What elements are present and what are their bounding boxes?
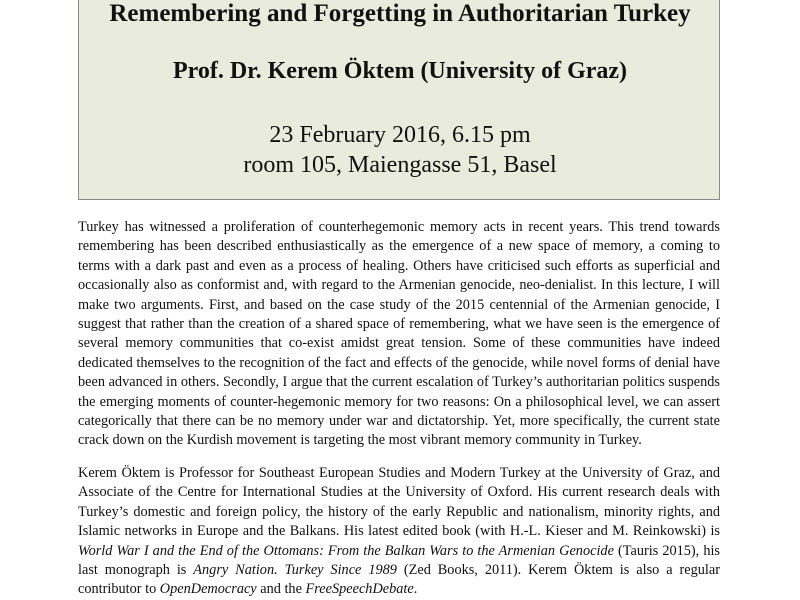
bio-text-1: Kerem Öktem is Professor for Southeast European Studies and Modern Turkey at the University of Graz, and Associate of the Centre for International Studies at the University of Oxford. His current research deals with Turkey’s domestic and foreign policy, the history of the early Republic and nationalism, minority rights, and Islamic networks in Europe and the Balkans. His latest edited book (with H.-L. Kieser and M. Reinkowski) is: [78, 465, 720, 540]
speaker-name: Prof. Dr. Kerem Öktem (University of Graz): [172, 58, 628, 84]
bio-text-3: (Zed Books, 2011). Kerem Öktem is also a regular contributor to: [78, 562, 720, 598]
bio-text-2: (Tauris 2015), his last monograph is: [78, 542, 721, 579]
bio-text-5: .: [413, 581, 418, 598]
speaker-bio: [78, 464, 720, 600]
lecture-title: Remembering and Forgetting in Authoritarian Turkey: [109, 0, 691, 27]
event-location: room 105, Maiengasse 51, Basel: [243, 152, 557, 178]
bio-book-title: World War I and the End of the Ottomans: From the Balkan Wars to the Armenian Genocide: [78, 542, 614, 559]
bio-monograph-title: Angry Nation. Turkey Since 1989: [193, 562, 397, 579]
lecture-abstract: Turkey has witnessed a proliferation of counterhegemonic memory acts in recent years. This trend towards remembering has been described enthusiastically as the emergence of a new space of memory, a coming to terms with a dark past and even as a process of healing. Others have criticised such efforts as superficial and occasionally also as conformist and, with regard to the Armenian genocide, neo-denialist. In this lecture, I will make two arguments. First, and based on the case study of the 2015 centennial of the Armenian genocide, I suggest that rather than the creation of a shared space of remembering, what we have seen is the emergence of several memory communities that co-exist amidst great tension. Some of these communities have indeed dedicated themselves to the recognition of the fact and effects of the genocide, while novel forms of denial have been advanced in others. Secondly, I argue that the current escalation of Turkey’s authoritarian politics suspends the emerging moments of counter-hegemonic memory for two reasons: On a philosophical level, we can assert categorically that there can be no memory under war and dictatorship. Yet, more specifically, the current state crack down on the Kurdish movement is targeting the most vibrant memory community in Turkey.: [78, 219, 720, 449]
bio-outlet-2: FreeSpeechDebate: [305, 581, 414, 598]
bio-outlet-1: OpenDemocracy: [159, 581, 257, 598]
event-date-time: 23 February 2016, 6.15 pm: [269, 122, 531, 148]
bio-text-4: and the: [256, 581, 306, 598]
event-header-box: [78, 0, 720, 200]
